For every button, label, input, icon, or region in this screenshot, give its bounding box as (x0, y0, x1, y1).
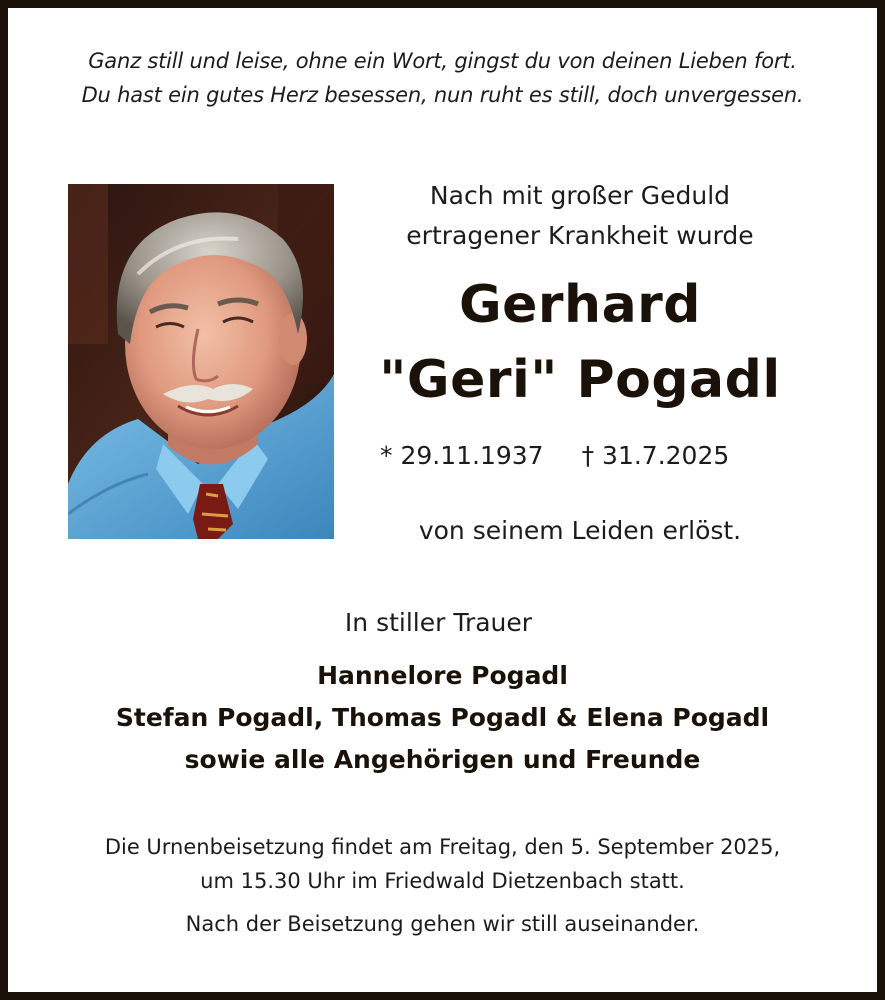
mourning-text: In stiller Trauer (344, 608, 533, 637)
intro-line-2: ertragener Krankheit wurde (406, 221, 754, 250)
mourning-heading (0, 605, 885, 641)
released-text: von seinem Leiden erlöst. (418, 516, 742, 545)
verse-line-2: Du hast ein gutes Herz besessen, nun ruht es still, doch unvergessen. (81, 83, 804, 107)
closing-note: Nach der Beisetzung gehen wir still auseinander. (185, 912, 700, 936)
funeral-line-2: um 15.30 Uhr im Friedwald Dietzenbach statt. (200, 869, 685, 893)
portrait-photo (68, 184, 334, 539)
death-date: † 31.7.2025 (581, 441, 730, 470)
intro-line-1: Nach mit großer Geduld (429, 181, 731, 210)
funeral-details (0, 830, 885, 898)
life-dates (380, 438, 729, 474)
deceased-name (345, 268, 815, 418)
family-line-1: Hannelore Pogadl (317, 661, 568, 690)
first-name: Gerhard (458, 275, 702, 335)
family-line-3: sowie alle Angehörigen und Freunde (184, 745, 701, 774)
birth-date: * 29.11.1937 (380, 441, 544, 470)
nickname-last-name: "Geri" Pogadl (379, 350, 781, 410)
family-line-2: Stefan Pogadl, Thomas Pogadl & Elena Pogadl (115, 703, 770, 732)
funeral-line-1: Die Urnenbeisetzung findet am Freitag, den 5. September 2025, (104, 835, 781, 859)
family-names (0, 655, 885, 781)
memorial-verse (20, 44, 865, 112)
verse-line-1: Ganz still und leise, ohne ein Wort, gingst du von deinen Lieben fort. (88, 49, 797, 73)
intro-text (355, 176, 805, 256)
